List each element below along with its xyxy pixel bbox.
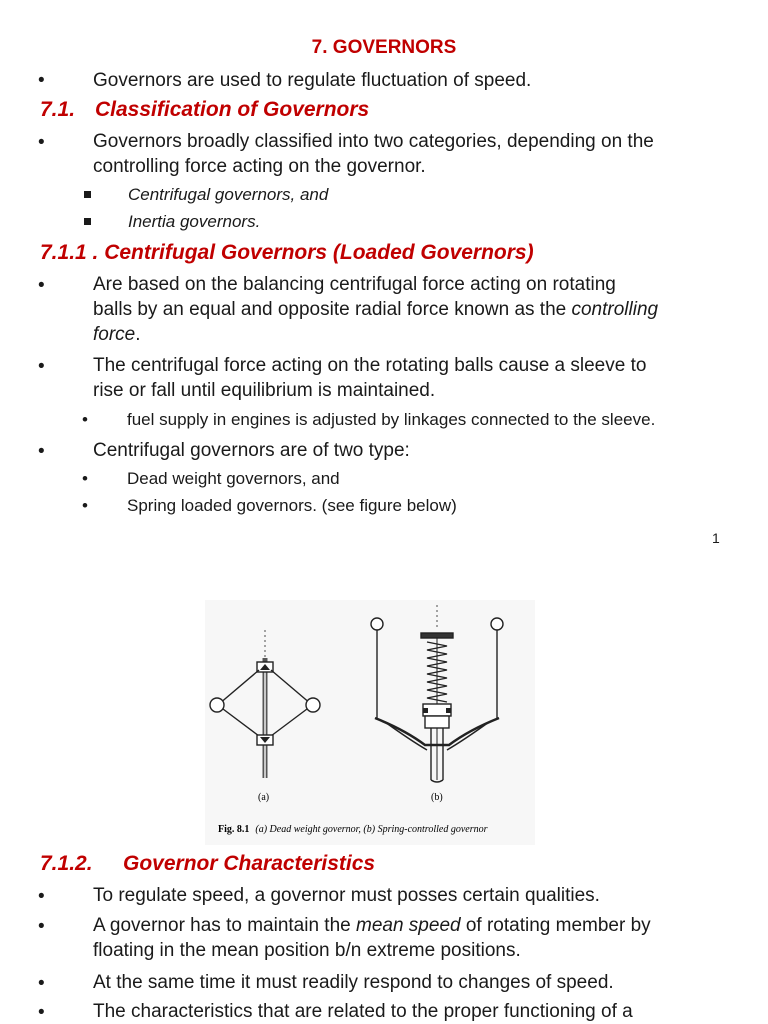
page-title: 7. GOVERNORS: [311, 37, 457, 58]
bullet-marker: •: [38, 1002, 45, 1023]
sub-item-inertia: Inertia governors.: [128, 212, 261, 231]
section-heading-7-1-2: Governor Characteristics: [123, 852, 376, 875]
sub-bullet-marker: •: [82, 410, 88, 429]
centrifugal-bullet1-line2: balls by an equal and opposite radial force known as the controlling: [93, 299, 659, 320]
section-heading-7-1: Classification of Governors: [95, 98, 370, 121]
centrifugal-bullet3-text: Centrifugal governors are of two type:: [93, 440, 410, 461]
classification-bullet-line2: controlling force acting on the governor.: [93, 156, 426, 177]
classification-bullet-line1: Governors broadly classified into two categories, depending on the: [93, 131, 654, 152]
characteristics-bullet4: The characteristics that are related to the proper functioning of a: [93, 1001, 633, 1022]
section-number-7-1-2: 7.1.2.: [40, 852, 93, 875]
intro-bullet-text: Governors are used to regulate fluctuation of speed.: [93, 70, 532, 91]
figure-label-a: (a): [258, 792, 270, 803]
sub-item-centrifugal: Centrifugal governors, and: [128, 185, 329, 204]
bullet-marker: •: [38, 973, 45, 994]
governor-figure: [205, 600, 535, 845]
bullet-marker: •: [38, 441, 45, 462]
sub-bullet-marker: •: [82, 469, 88, 488]
page-number: 1: [712, 530, 720, 546]
centrifugal-bullet2-line2: rise or fall until equilibrium is maintained.: [93, 380, 436, 401]
fuel-supply-sub-bullet: fuel supply in engines is adjusted by linkages connected to the sleeve.: [127, 410, 656, 429]
bullet-marker: •: [38, 356, 45, 377]
section-heading-7-1-1: 7.1.1 . Centrifugal Governors (Loaded Governors): [40, 241, 534, 264]
square-bullet-icon: [84, 218, 91, 225]
section-number-7-1: 7.1.: [40, 98, 76, 121]
centrifugal-bullet1-line3: force.: [93, 324, 141, 345]
spring-loaded-sub-bullet: Spring loaded governors. (see figure below): [127, 496, 457, 515]
characteristics-bullet2-line1: A governor has to maintain the mean speed of rotating member by: [93, 915, 651, 936]
square-bullet-icon: [84, 191, 91, 198]
bullet-marker: •: [38, 275, 45, 296]
dead-weight-sub-bullet: Dead weight governors, and: [127, 469, 340, 488]
sub-bullet-marker: •: [82, 496, 88, 515]
centrifugal-bullet2-line1: The centrifugal force acting on the rotating balls cause a sleeve to: [93, 355, 647, 376]
figure-label-b: (b): [431, 792, 443, 803]
bullet-marker: •: [38, 886, 45, 907]
bullet-marker: •: [38, 916, 45, 937]
figure-caption: Fig. 8.1 (a) Dead weight governor, (b) Spring-controlled governor: [218, 824, 488, 835]
characteristics-bullet3: At the same time it must readily respond to changes of speed.: [93, 972, 614, 993]
bullet-marker: •: [38, 70, 45, 91]
characteristics-bullet1: To regulate speed, a governor must posses certain qualities.: [93, 885, 600, 906]
centrifugal-bullet1-line1: Are based on the balancing centrifugal force acting on rotating: [93, 274, 616, 295]
characteristics-bullet2-line2: floating in the mean position b/n extreme positions.: [93, 940, 521, 961]
bullet-marker: •: [38, 132, 45, 153]
